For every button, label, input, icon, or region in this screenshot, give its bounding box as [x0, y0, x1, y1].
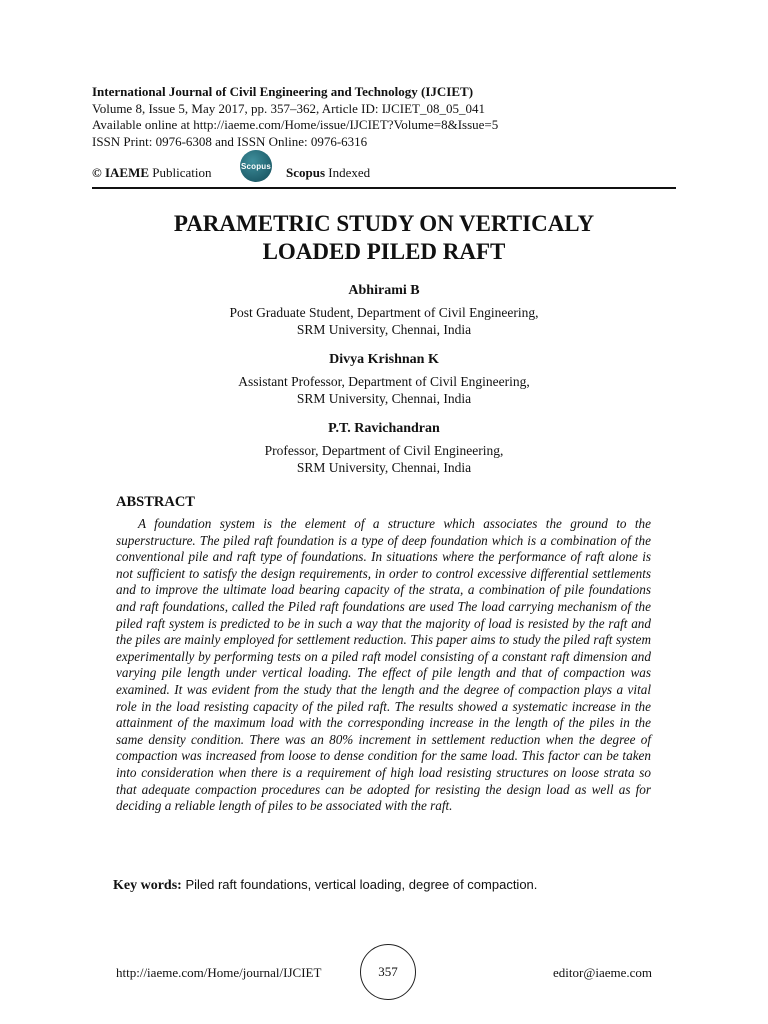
footer-url-link[interactable]: http://iaeme.com/Home/journal/IJCIET [116, 965, 322, 980]
page-number-circle [360, 944, 416, 1000]
journal-name: International Journal of Civil Engineering and Technology (IJCIET) [92, 84, 474, 99]
scopus-indexed [286, 165, 370, 181]
scopus-word: Scopus [286, 165, 326, 180]
keywords-line [113, 877, 537, 894]
issn-line: ISSN Print: 0976-6308 and ISSN Online: 0976-6316 [92, 133, 368, 149]
author-affiliation: Post Graduate Student, Department of Civil Engineering, [229, 305, 539, 320]
availability-line: Available online at http://iaeme.com/Home/issue/IJCIET?Volume=8&Issue=5 [92, 117, 499, 132]
keywords-label: Key words: [113, 878, 182, 893]
indexed-word: Indexed [328, 165, 371, 180]
volume-line: Volume 8, Issue 5, May 2017, pp. 357–362, Article ID: IJCIET_08_05_041 [92, 100, 485, 116]
scopus-logo-icon [240, 150, 272, 182]
author-affiliation: Assistant Professor, Department of Civil Engineering, [238, 374, 530, 389]
author-institution: SRM University, Chennai, India [296, 322, 472, 337]
footer-email-link[interactable]: editor@iaeme.com [553, 965, 652, 980]
header-divider [92, 187, 676, 189]
author-1 [92, 282, 676, 338]
author-institution: SRM University, Chennai, India [296, 391, 472, 406]
title-line-1: PARAMETRIC STUDY ON VERTICALY [173, 211, 595, 236]
abstract-heading: ABSTRACT [116, 494, 195, 510]
publisher-credit [92, 165, 212, 181]
publication-word: Publication [152, 165, 212, 180]
page-number: 357 [378, 964, 398, 979]
journal-header [92, 84, 672, 150]
copyright-symbol: © [92, 165, 102, 180]
abstract-body: A foundation system is the element of a structure which associates the ground to the superstructure. The piled raft foundation is a type of deep foundation which is a combination of the conventional pile and raft type of foundations. In situations where the performance of raft alone is not sufficient to satisfy the design requirements, in order to control excessive differential settlements and to improve the ultimate load bearing capacity of the strata, a combination of pile foundations and raft foundations, called the Piled raft foundations are used The load carrying mechanism of the piled raft system is predicted to be in such a way that the majority of load is resisted by the raft and the piles are mainly employed for settlement reduction. This paper aims to study the piled raft system experimentally by performing tests on a piled raft model consisting of a constant raft dimension and varying pile length under vertical loading. The effect of pile length and that of compaction was examined. It was evident from the study that the length and the degree of compaction plays a vital role in the load resisting capacity of the piled raft. The results showed a systematic increase in the attainment of the maximum load with the corresponding increase in the length of the piles in the same density condition. There was an 80% increment in settlement reduction when the degree of compaction was increased from loose to dense condition for the same load. This factor can be taken into consideration when there is a requirement of high load resisting structures on loose strata so that adequate compaction procedures can be adopted for resisting the design load as well as for deciding a reliable length of piles to be associated with the raft. [116, 516, 651, 814]
author-name: Abhirami B [348, 283, 420, 298]
keywords-text: Piled raft foundations, vertical loading, degree of compaction. [185, 877, 538, 892]
scopus-logo-text: Scopus [240, 161, 272, 171]
author-3 [92, 420, 676, 476]
title-line-2: LOADED PILED RAFT [262, 239, 506, 264]
author-2 [92, 351, 676, 407]
paper-title [92, 210, 676, 266]
author-institution: SRM University, Chennai, India [296, 460, 472, 475]
page-footer [92, 940, 676, 1000]
author-name: P.T. Ravichandran [328, 421, 440, 436]
publication-row [92, 150, 676, 190]
author-name: Divya Krishnan K [329, 352, 439, 367]
publisher-name: IAEME [104, 165, 150, 180]
author-affiliation: Professor, Department of Civil Engineering, [264, 443, 504, 458]
